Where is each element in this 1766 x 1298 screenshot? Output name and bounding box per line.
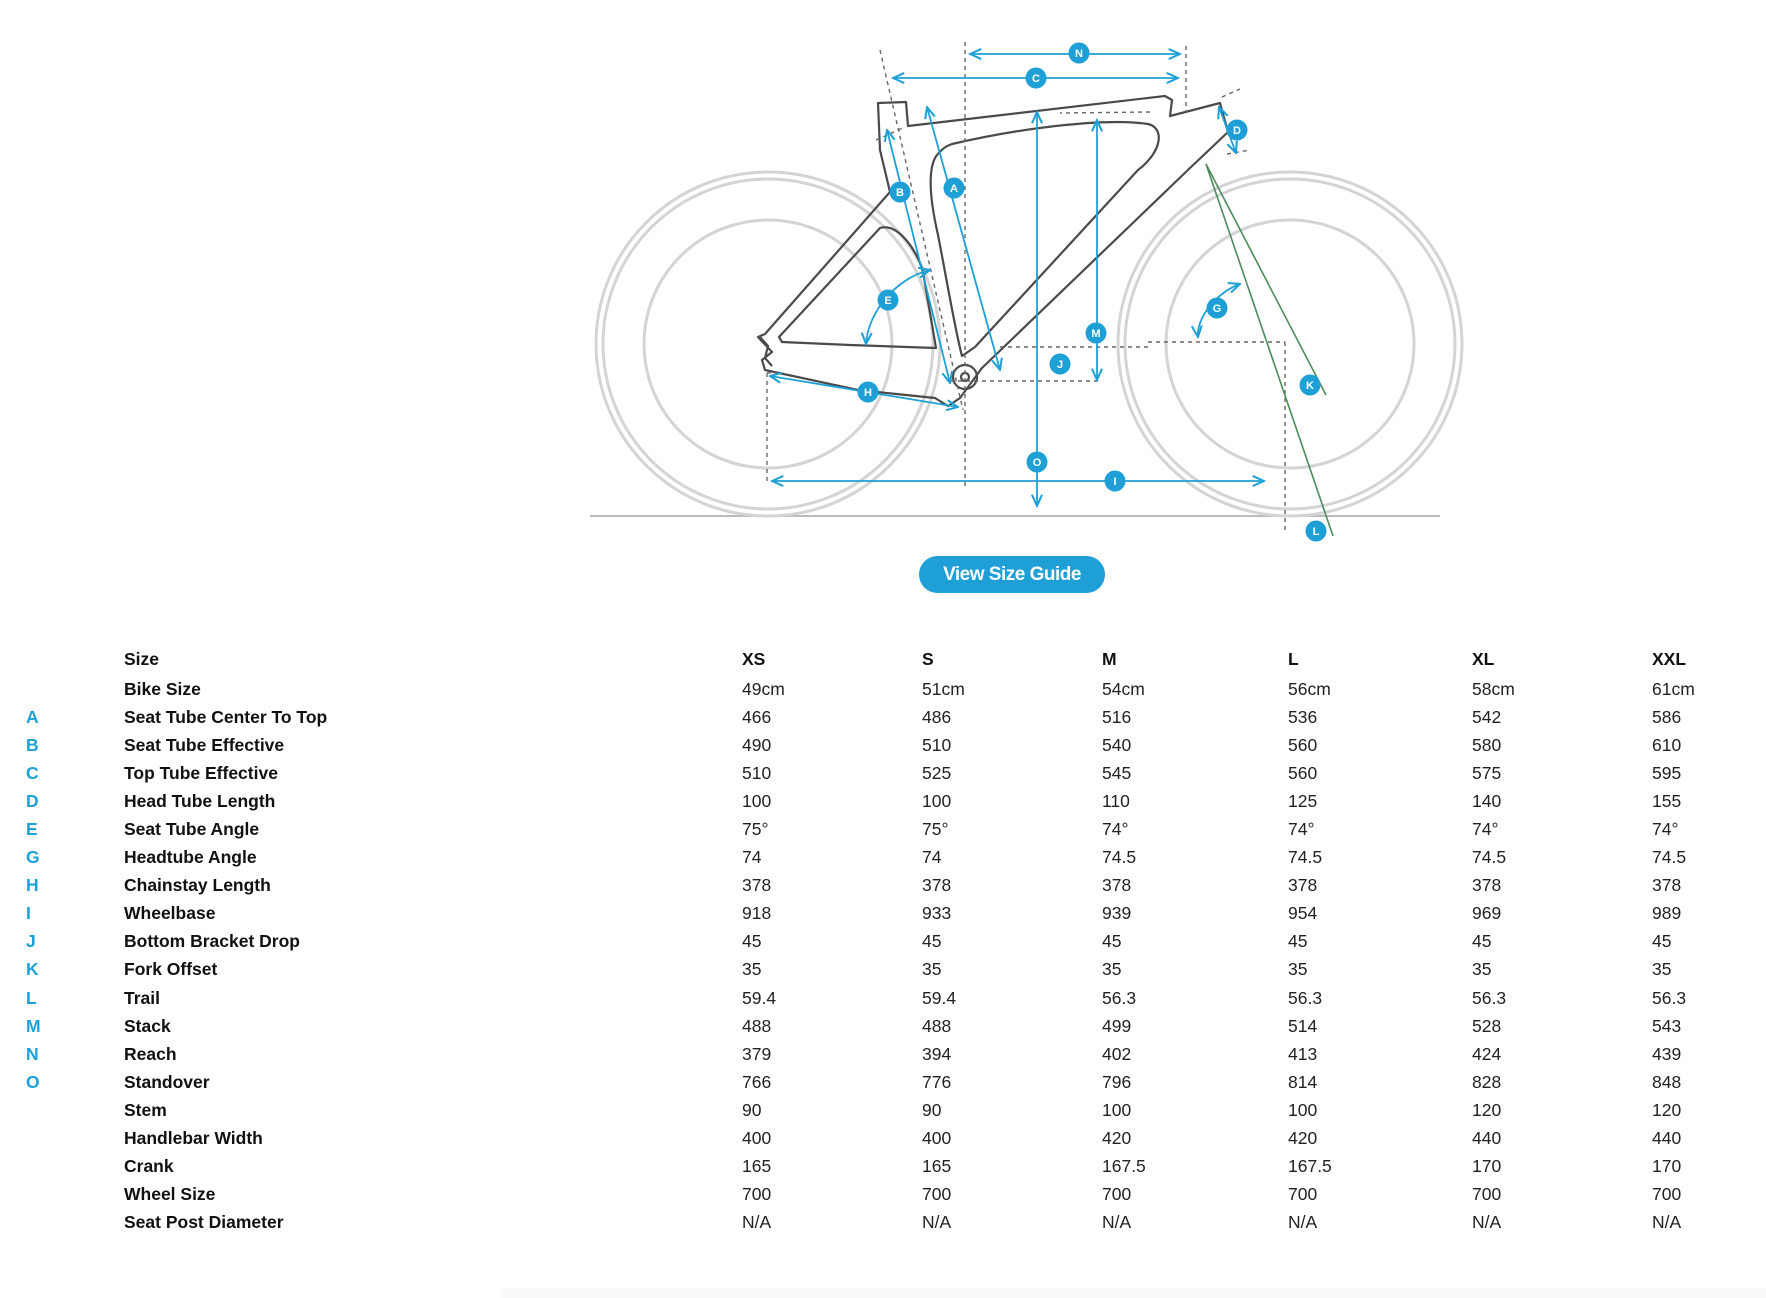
table-cell: 528 bbox=[1472, 1015, 1502, 1036]
table-cell: 170 bbox=[1652, 1156, 1682, 1177]
table-row bbox=[26, 1125, 1732, 1153]
table-cell: N/A bbox=[1652, 1212, 1682, 1233]
table-cell: 488 bbox=[742, 1015, 772, 1036]
svg-text:A: A bbox=[950, 183, 958, 195]
table-cell: 45 bbox=[1652, 931, 1672, 952]
dimension-letter: N bbox=[26, 1043, 39, 1064]
table-cell: 61cm bbox=[1652, 678, 1695, 699]
construction-lines bbox=[767, 42, 1285, 532]
table-cell: 828 bbox=[1472, 1071, 1502, 1092]
table-row bbox=[26, 1209, 1732, 1237]
table-cell: 167.5 bbox=[1288, 1156, 1332, 1177]
table-cell: 45 bbox=[742, 931, 762, 952]
table-cell: 35 bbox=[1652, 959, 1672, 980]
table-cell: 120 bbox=[1472, 1099, 1502, 1120]
row-label: Seat Tube Center To Top bbox=[124, 706, 328, 727]
table-cell: 100 bbox=[1102, 1099, 1132, 1120]
table-cell: 776 bbox=[922, 1071, 952, 1092]
table-cell: 536 bbox=[1288, 706, 1318, 727]
table-cell: 954 bbox=[1288, 903, 1318, 924]
column-header: XXL bbox=[1652, 648, 1687, 669]
table-cell: 586 bbox=[1652, 706, 1682, 727]
svg-text:C: C bbox=[1032, 73, 1040, 85]
table-row bbox=[26, 1012, 1732, 1040]
column-header: XL bbox=[1472, 648, 1495, 669]
table-cell: 35 bbox=[1288, 959, 1308, 980]
row-label: Stack bbox=[124, 1015, 171, 1036]
table-cell: 516 bbox=[1102, 706, 1132, 727]
marker-c bbox=[1026, 68, 1047, 89]
table-cell: N/A bbox=[742, 1212, 772, 1233]
dimension-letter bbox=[26, 675, 124, 703]
marker-h bbox=[858, 382, 879, 403]
dimension-letter: B bbox=[26, 734, 39, 755]
dimension-letter: G bbox=[26, 847, 40, 868]
table-cell: 74 bbox=[742, 847, 762, 868]
table-cell: 700 bbox=[742, 1184, 772, 1205]
table-cell: 140 bbox=[1472, 790, 1502, 811]
marker-o bbox=[1027, 452, 1048, 473]
row-label: Top Tube Effective bbox=[124, 762, 278, 783]
size-header: Size bbox=[124, 648, 160, 669]
table-cell: N/A bbox=[1288, 1212, 1318, 1233]
page-footer-shade bbox=[500, 1288, 1766, 1298]
table-cell: 100 bbox=[1288, 1099, 1318, 1120]
table-cell: 545 bbox=[1102, 762, 1132, 783]
table-cell: 165 bbox=[742, 1156, 772, 1177]
table-cell: 439 bbox=[1652, 1043, 1682, 1064]
table-cell: 848 bbox=[1652, 1071, 1682, 1092]
table-cell: 45 bbox=[1102, 931, 1122, 952]
table-cell: 56.3 bbox=[1472, 987, 1507, 1008]
table-row bbox=[26, 872, 1732, 900]
table-cell: 45 bbox=[922, 931, 942, 952]
table-cell: 700 bbox=[1288, 1184, 1318, 1205]
table-cell: 49cm bbox=[742, 678, 785, 699]
table-cell: 75° bbox=[742, 819, 769, 840]
dimension-letter bbox=[26, 1125, 124, 1153]
dimension-letter: L bbox=[26, 987, 37, 1008]
svg-text:K: K bbox=[1306, 380, 1314, 392]
table-cell: 560 bbox=[1288, 734, 1318, 755]
table-cell: 400 bbox=[922, 1128, 952, 1149]
table-cell: N/A bbox=[1472, 1212, 1502, 1233]
dimension-arrows bbox=[770, 54, 1264, 506]
bike-geometry-diagram bbox=[0, 0, 1766, 560]
table-cell: 486 bbox=[922, 706, 952, 727]
table-cell: 167.5 bbox=[1102, 1156, 1146, 1177]
table-cell: 90 bbox=[742, 1099, 762, 1120]
table-cell: 378 bbox=[1652, 875, 1682, 896]
row-label: Wheelbase bbox=[124, 903, 216, 924]
table-cell: N/A bbox=[1102, 1212, 1132, 1233]
table-cell: 54cm bbox=[1102, 678, 1145, 699]
dimension-letter: I bbox=[26, 903, 31, 924]
table-cell: 90 bbox=[922, 1099, 942, 1120]
table-cell: 56.3 bbox=[1652, 987, 1687, 1008]
table-row bbox=[26, 703, 1732, 731]
svg-text:B: B bbox=[896, 187, 904, 199]
table-cell: 51cm bbox=[922, 678, 965, 699]
svg-text:N: N bbox=[1075, 48, 1083, 60]
row-label: Head Tube Length bbox=[124, 790, 276, 811]
marker-b bbox=[890, 182, 911, 203]
table-cell: 575 bbox=[1472, 762, 1502, 783]
table-cell: 100 bbox=[922, 790, 952, 811]
table-cell: N/A bbox=[922, 1212, 952, 1233]
table-row bbox=[26, 1153, 1732, 1181]
marker-g bbox=[1207, 298, 1228, 319]
table-cell: 45 bbox=[1288, 931, 1308, 952]
table-cell: 110 bbox=[1102, 790, 1130, 811]
table-cell: 542 bbox=[1472, 706, 1502, 727]
row-label: Seat Tube Angle bbox=[124, 819, 260, 840]
table-cell: 525 bbox=[922, 762, 952, 783]
table-cell: 170 bbox=[1472, 1156, 1502, 1177]
column-header: L bbox=[1288, 648, 1299, 669]
row-label: Stem bbox=[124, 1099, 167, 1120]
table-cell: 56.3 bbox=[1288, 987, 1323, 1008]
front-wheel bbox=[1118, 172, 1462, 516]
table-cell: 74.5 bbox=[1288, 847, 1323, 868]
svg-text:M: M bbox=[1091, 328, 1101, 340]
row-label: Wheel Size bbox=[124, 1184, 216, 1205]
table-row bbox=[26, 984, 1732, 1012]
table-cell: 35 bbox=[922, 959, 942, 980]
table-cell: 74° bbox=[1652, 819, 1679, 840]
dimension-letter: M bbox=[26, 1015, 41, 1036]
marker-l bbox=[1306, 521, 1327, 542]
table-cell: 35 bbox=[1472, 959, 1492, 980]
table-cell: 59.4 bbox=[742, 987, 777, 1008]
marker-j bbox=[1050, 354, 1071, 375]
table-cell: 74° bbox=[1472, 819, 1499, 840]
table-cell: 918 bbox=[742, 903, 772, 924]
row-label: Seat Tube Effective bbox=[124, 734, 285, 755]
table-cell: 420 bbox=[1102, 1128, 1132, 1149]
table-cell: 420 bbox=[1288, 1128, 1318, 1149]
row-label: Seat Post Diameter bbox=[124, 1212, 284, 1233]
marker-n bbox=[1069, 43, 1090, 64]
marker-e bbox=[878, 290, 899, 311]
table-row bbox=[26, 844, 1732, 872]
table-cell: 378 bbox=[1472, 875, 1502, 896]
row-label: Bottom Bracket Drop bbox=[124, 931, 300, 952]
svg-text:I: I bbox=[1113, 476, 1117, 488]
table-cell: 700 bbox=[1652, 1184, 1682, 1205]
table-cell: 488 bbox=[922, 1015, 952, 1036]
column-header: S bbox=[922, 648, 934, 669]
table-cell: 499 bbox=[1102, 1015, 1132, 1036]
dimension-letter bbox=[26, 1209, 124, 1237]
marker-a bbox=[944, 178, 965, 199]
dimension-letter: E bbox=[26, 819, 38, 840]
bike-frame bbox=[758, 96, 1228, 406]
table-cell: 540 bbox=[1102, 734, 1132, 755]
table-cell: 378 bbox=[1102, 875, 1132, 896]
svg-text:H: H bbox=[864, 387, 872, 399]
svg-text:J: J bbox=[1056, 359, 1064, 371]
table-cell: 514 bbox=[1288, 1015, 1318, 1036]
column-header: M bbox=[1102, 648, 1117, 669]
geometry-table bbox=[26, 643, 1732, 1237]
svg-text:D: D bbox=[1233, 125, 1241, 137]
table-cell: 814 bbox=[1288, 1071, 1318, 1092]
row-label: Trail bbox=[124, 987, 160, 1008]
table-cell: 120 bbox=[1652, 1099, 1682, 1120]
table-cell: 402 bbox=[1102, 1043, 1132, 1064]
marker-i bbox=[1105, 471, 1126, 492]
table-row bbox=[26, 787, 1732, 815]
dimension-letter: C bbox=[26, 762, 39, 783]
row-label: Chainstay Length bbox=[124, 875, 271, 896]
marker-m bbox=[1086, 323, 1107, 344]
table-row bbox=[26, 1181, 1732, 1209]
table-cell: 59.4 bbox=[922, 987, 957, 1008]
table-cell: 510 bbox=[742, 762, 772, 783]
table-cell: 933 bbox=[922, 903, 952, 924]
table-cell: 580 bbox=[1472, 734, 1502, 755]
table-row bbox=[26, 900, 1732, 928]
dimension-letter: H bbox=[26, 875, 39, 896]
table-row bbox=[26, 1096, 1732, 1124]
table-cell: 378 bbox=[922, 875, 952, 896]
row-label: Handlebar Width bbox=[124, 1128, 263, 1149]
svg-text:G: G bbox=[1212, 303, 1222, 315]
table-cell: 969 bbox=[1472, 903, 1502, 924]
table-cell: 74 bbox=[922, 847, 942, 868]
table-cell: 610 bbox=[1652, 734, 1682, 755]
table-cell: 440 bbox=[1472, 1128, 1502, 1149]
table-cell: 58cm bbox=[1472, 678, 1515, 699]
column-header: XS bbox=[742, 648, 766, 669]
table-cell: 45 bbox=[1472, 931, 1492, 952]
marker-k bbox=[1300, 375, 1321, 396]
row-label: Standover bbox=[124, 1071, 210, 1092]
dimension-letter: O bbox=[26, 1071, 40, 1092]
table-cell: 510 bbox=[922, 734, 952, 755]
table-cell: 700 bbox=[1472, 1184, 1502, 1205]
table-cell: 35 bbox=[742, 959, 762, 980]
table-row bbox=[26, 759, 1732, 787]
table-row bbox=[26, 815, 1732, 843]
table-cell: 700 bbox=[1102, 1184, 1132, 1205]
table-cell: 700 bbox=[922, 1184, 952, 1205]
svg-text:L: L bbox=[1312, 526, 1320, 538]
row-label: Fork Offset bbox=[124, 959, 218, 980]
table-cell: 155 bbox=[1652, 790, 1682, 811]
table-cell: 74.5 bbox=[1472, 847, 1507, 868]
view-size-guide-button[interactable]: View Size Guide bbox=[919, 556, 1105, 593]
row-label: Bike Size bbox=[124, 678, 201, 699]
dimension-letter: D bbox=[26, 790, 39, 811]
table-cell: 424 bbox=[1472, 1043, 1502, 1064]
table-cell: 165 bbox=[922, 1156, 952, 1177]
dimension-letter: J bbox=[26, 931, 36, 952]
table-row bbox=[26, 731, 1732, 759]
rear-wheel bbox=[596, 172, 940, 516]
table-cell: 394 bbox=[922, 1043, 952, 1064]
table-cell: 56cm bbox=[1288, 678, 1331, 699]
marker-d bbox=[1227, 120, 1248, 141]
dimension-letter bbox=[26, 1096, 124, 1124]
table-cell: 378 bbox=[1288, 875, 1318, 896]
table-row bbox=[26, 1040, 1732, 1068]
table-cell: 100 bbox=[742, 790, 772, 811]
svg-text:E: E bbox=[884, 295, 892, 307]
table-row bbox=[26, 928, 1732, 956]
table-row bbox=[26, 1068, 1732, 1096]
table-cell: 74.5 bbox=[1102, 847, 1137, 868]
svg-text:O: O bbox=[1032, 457, 1042, 469]
table-cell: 75° bbox=[922, 819, 949, 840]
table-row bbox=[26, 956, 1732, 984]
table-cell: 939 bbox=[1102, 903, 1132, 924]
row-label: Headtube Angle bbox=[124, 847, 257, 868]
table-cell: 466 bbox=[742, 706, 772, 727]
table-cell: 490 bbox=[742, 734, 772, 755]
table-cell: 74° bbox=[1288, 819, 1315, 840]
table-cell: 766 bbox=[742, 1071, 772, 1092]
dimension-letter: A bbox=[26, 706, 39, 727]
row-label: Crank bbox=[124, 1156, 174, 1177]
table-cell: 543 bbox=[1652, 1015, 1682, 1036]
table-cell: 413 bbox=[1288, 1043, 1318, 1064]
dimension-letter: K bbox=[26, 959, 39, 980]
dimension-letter bbox=[26, 1181, 124, 1209]
table-cell: 56.3 bbox=[1102, 987, 1137, 1008]
table-cell: 379 bbox=[742, 1043, 772, 1064]
table-cell: 796 bbox=[1102, 1071, 1132, 1092]
table-cell: 74° bbox=[1102, 819, 1129, 840]
table-header-row bbox=[26, 643, 1732, 675]
table-cell: 440 bbox=[1652, 1128, 1682, 1149]
row-label: Reach bbox=[124, 1043, 177, 1064]
table-cell: 125 bbox=[1288, 790, 1318, 811]
table-cell: 989 bbox=[1652, 903, 1682, 924]
table-cell: 595 bbox=[1652, 762, 1682, 783]
dimension-letter bbox=[26, 1153, 124, 1181]
table-row bbox=[26, 675, 1732, 703]
table-cell: 400 bbox=[742, 1128, 772, 1149]
table-cell: 560 bbox=[1288, 762, 1318, 783]
table-cell: 74.5 bbox=[1652, 847, 1687, 868]
table-cell: 378 bbox=[742, 875, 772, 896]
table-cell: 35 bbox=[1102, 959, 1122, 980]
